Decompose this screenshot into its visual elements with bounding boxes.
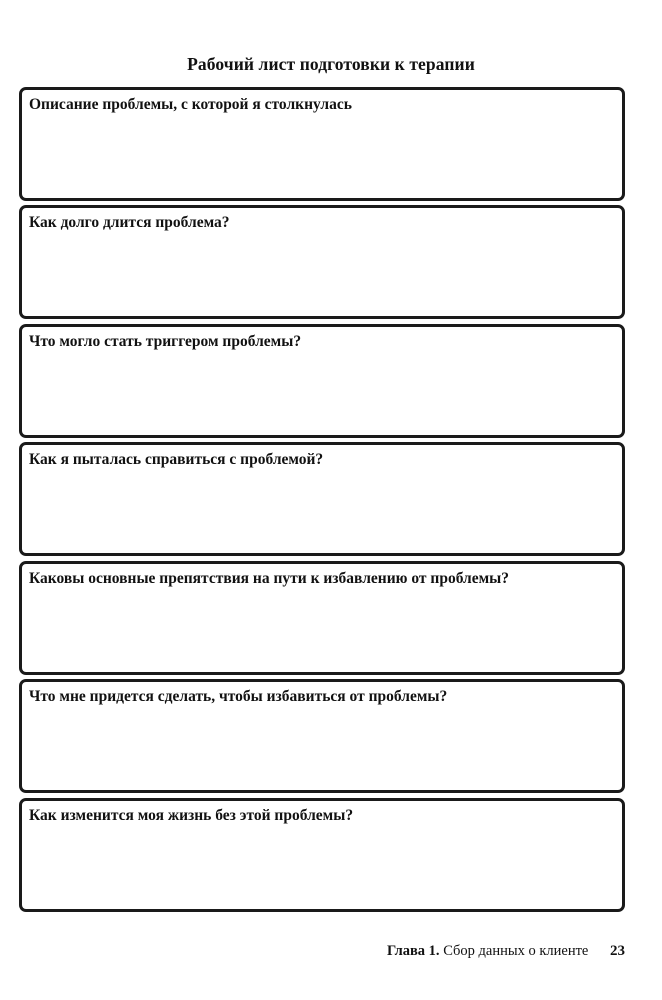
question-box-life-change (19, 798, 625, 912)
answer-area[interactable] (22, 831, 622, 909)
page-number: 23 (610, 943, 625, 959)
question-label: Как изменится моя жизнь без этой проблемы? (29, 807, 354, 824)
question-label: Каковы основные препятствия на пути к избавлению от проблемы? (29, 570, 510, 587)
question-label: Как я пыталась справиться с проблемой? (29, 451, 324, 468)
question-label: Что могло стать триггером проблемы? (29, 333, 302, 350)
question-label: Что мне придется сделать, чтобы избавиться от проблемы? (29, 688, 448, 705)
question-box-obstacles (19, 561, 625, 675)
footer-chapter-prefix: Глава 1. (387, 943, 440, 959)
question-box-coping (19, 442, 625, 556)
question-box-actions (19, 679, 625, 793)
answer-area[interactable] (22, 712, 622, 790)
question-box-trigger (19, 324, 625, 438)
question-box-duration (19, 205, 625, 319)
answer-area[interactable] (22, 120, 622, 198)
answer-area[interactable] (22, 475, 622, 553)
answer-area[interactable] (22, 357, 622, 435)
question-box-problem-description (19, 87, 625, 201)
footer-chapter-title: Сбор данных о клиенте (443, 943, 589, 959)
question-label: Описание проблемы, с которой я столкнулась (29, 96, 352, 113)
page-footer (0, 943, 625, 960)
answer-area[interactable] (22, 594, 622, 672)
page-title: Рабочий лист подготовки к терапии (187, 54, 475, 74)
question-label: Как долго длится проблема? (29, 214, 230, 231)
answer-area[interactable] (22, 238, 622, 316)
